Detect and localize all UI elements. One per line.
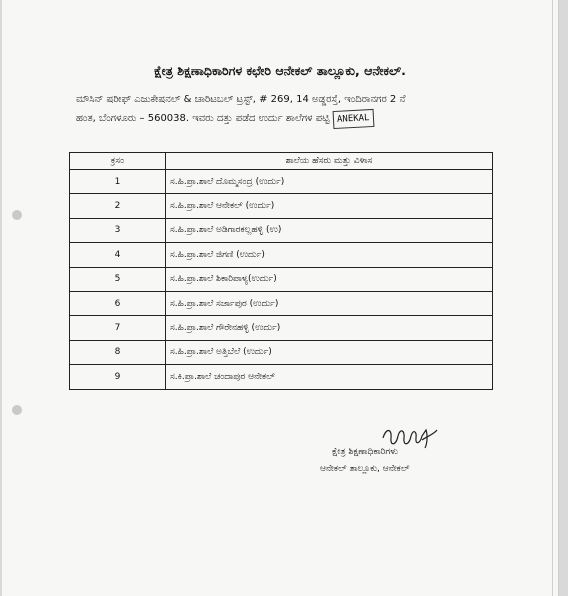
handwritten-note: ANEKAL <box>333 109 374 129</box>
row-number: 7 <box>70 316 166 340</box>
row-number: 9 <box>70 365 166 389</box>
row-number: 6 <box>70 291 166 315</box>
address-line-2-text: ಹಂತ, ಬೆಂಗಳೂರು – 560038. ಇವರು ದತ್ತು ಪಡೆದ ಉರ್ದು ಶಾಲೆಗಳ ಪಟ್ಟಿ <box>76 113 330 124</box>
table-header-row <box>70 153 493 170</box>
schools-table <box>69 152 493 390</box>
table-row <box>70 194 493 218</box>
table-row <box>70 170 493 194</box>
table-row <box>70 291 493 315</box>
school-name: ಸ.ಕಿ.ಪ್ರಾ.ಶಾಲೆ ಚಂದಾಪುರ ಆನೇಕಲ್ <box>166 365 493 389</box>
row-number: 3 <box>70 218 166 242</box>
table-row <box>70 316 493 340</box>
table-row <box>70 243 493 267</box>
document-page <box>2 0 558 596</box>
table-row <box>70 218 493 242</box>
header-serial: ಕ್ರಸಂ <box>70 153 166 170</box>
row-number: 5 <box>70 267 166 291</box>
school-name: ಸ.ಹಿ.ಪ್ರಾ.ಶಾಲೆ ಗೌರೇನಹಳ್ಳಿ (ಉರ್ದು) <box>166 316 493 340</box>
document-title: ಕ್ಷೇತ್ರ ಶಿಕ್ಷಣಾಧಿಕಾರಿಗಳ ಕಛೇರಿ ಆನೇಕಲ್ ತಾಲ್ಲೂಕು, ಆನೇಕಲ್. <box>154 63 406 78</box>
header-school-name: ಶಾಲೆಯ ಹೆಸರು ಮತ್ತು ವಿಳಾಸ <box>166 153 493 170</box>
table-row <box>70 340 493 364</box>
school-name: ಸ.ಹಿ.ಪ್ರಾ.ಶಾಲೆ ಆನೇಕಲ್ (ಉರ್ದು) <box>166 194 493 218</box>
school-name: ಸ.ಹಿ.ಪ್ರಾ.ಶಾಲೆ ಸರ್ಜಾಪುರ (ಉರ್ದು) <box>166 291 493 315</box>
school-name: ಸ.ಹಿ.ಪ್ರಾ.ಶಾಲೆ ದೊಮ್ಮಸಂದ್ರ (ಉರ್ದು) <box>166 170 493 194</box>
address-line-2 <box>76 110 516 128</box>
school-name: ಸ.ಹಿ.ಪ್ರಾ.ಶಾಲೆ ಅತ್ತಿಬೆಲೆ (ಉರ್ದು) <box>166 340 493 364</box>
signature-office: ಆನೇಕಲ್ ತಾಲ್ಲೂಕು, ಆನೇಕಲ್ <box>320 464 410 474</box>
row-number: 8 <box>70 340 166 364</box>
punch-hole-bottom <box>12 405 22 415</box>
row-number: 2 <box>70 194 166 218</box>
school-name: ಸ.ಹಿ.ಪ್ರಾ.ಶಾಲೆ ಅಡಿಗಾರಕಲ್ಲಹಳ್ಳಿ (ಉ) <box>166 218 493 242</box>
school-name: ಸ.ಹಿ.ಪ್ರಾ.ಶಾಲೆ ಜಿಗಣಿ (ಉರ್ದು) <box>166 243 493 267</box>
table-row <box>70 267 493 291</box>
row-number: 4 <box>70 243 166 267</box>
table-row <box>70 365 493 389</box>
punch-hole-top <box>12 210 22 220</box>
row-number: 1 <box>70 170 166 194</box>
address-line-1: ಮೌಸಿನ್ ಷರೀಫ್ ಎಜುಕೇಷನಲ್ & ಚಾರಿಟಬಲ್ ಟ್ರಸ್ಟ್, # 269, 14 ಅಡ್ಡರಸ್ತೆ, ಇಂದಿರಾನಗರ 2 ನೆ <box>76 94 406 105</box>
signature-designation: ಕ್ಷೇತ್ರ ಶಿಕ್ಷಣಾಧಿಕಾರಿಗಳು <box>332 447 398 457</box>
page-edge-line <box>552 0 553 596</box>
school-name: ಸ.ಹಿ.ಪ್ರಾ.ಶಾಲೆ ಶಿಕಾರಿಪಾಳ್ಯ(ಉರ್ದು) <box>166 267 493 291</box>
